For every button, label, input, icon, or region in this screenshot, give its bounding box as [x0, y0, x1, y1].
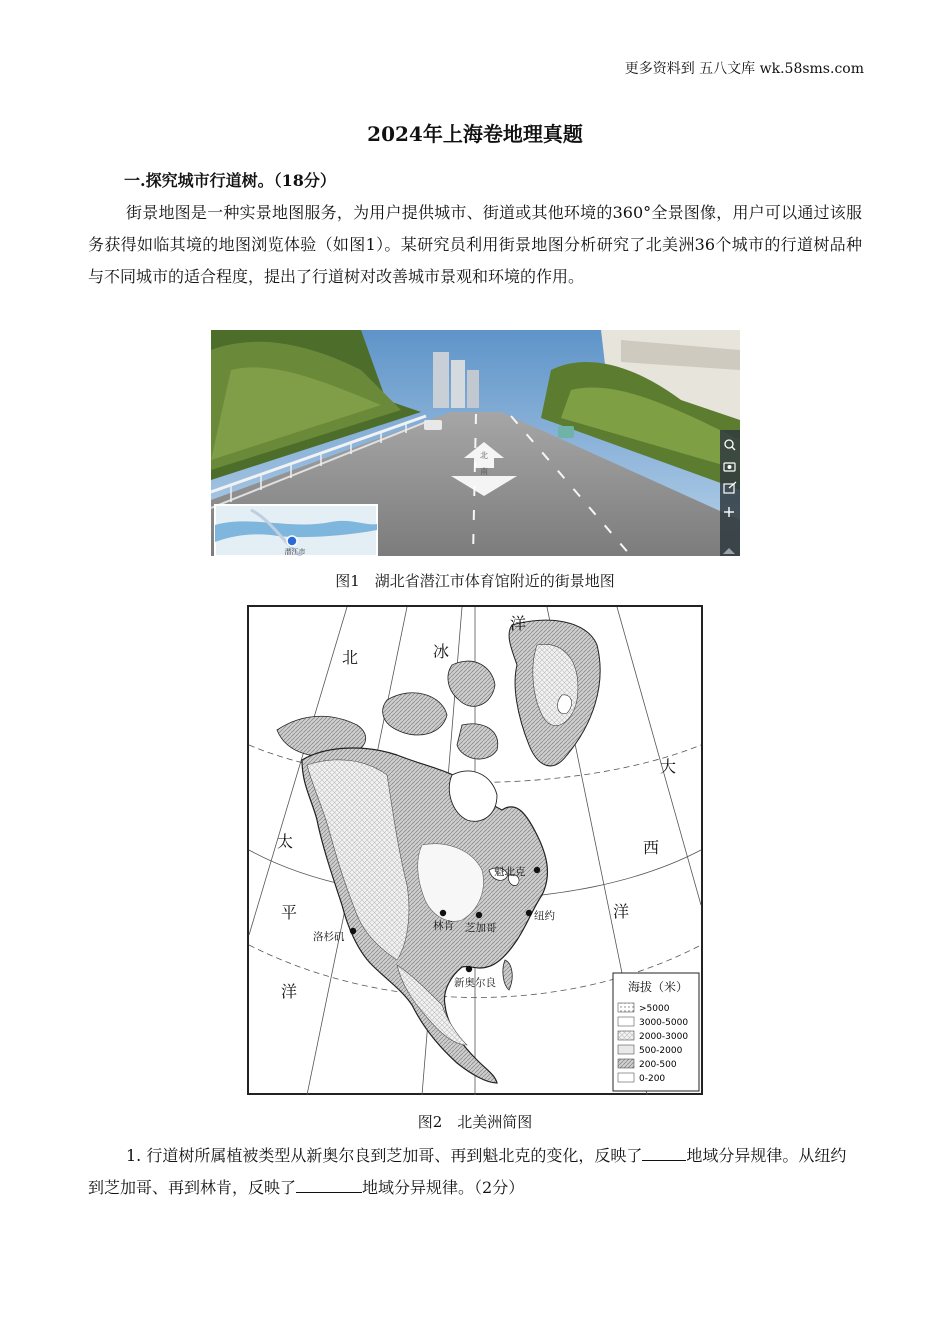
legend-item: 200-500: [639, 1060, 677, 1070]
ocean-label: 冰: [433, 642, 450, 661]
question-1-part1: 1. 行道树所属植被类型从新奥尔良到芝加哥、再到魁北克的变化，反映了: [126, 1146, 643, 1165]
city-dot-neworleans: [466, 966, 472, 972]
city-label-quebec: 魁北克: [494, 866, 526, 878]
city-dot-newyork: [526, 910, 532, 916]
map-toolbar: [720, 430, 740, 556]
city-label-losangeles: 洛杉矶: [313, 931, 345, 943]
ocean-label: 西: [643, 838, 660, 857]
question-1-part2: 地域分异规律。从纽约到芝加哥、再到林肯，反映了: [88, 1146, 847, 1197]
city-label-neworleans: 新奥尔良: [454, 977, 496, 989]
question-1-part3: 地域分异规律。（2分）: [362, 1178, 525, 1197]
ocean-label: 洋: [281, 982, 298, 1001]
answer-blank-1[interactable]: [642, 1144, 686, 1161]
question-1: [88, 1140, 862, 1204]
intro-paragraph: 街景地图是一种实景地图服务，为用户提供城市、街道或其他环境的360°全景图像，用户可以通过该服务获得如临其境的地图浏览体验（如图1）。某研究员利用街景地图分析研究了北美洲36个城市的行道树品种与不同城市的适合程度，提出了行道树对改善城市景观和环境的作用。: [88, 203, 862, 286]
nav-north-label: 北: [480, 451, 488, 460]
nav-south-label: 南: [480, 467, 488, 476]
legend-item: 0-200: [639, 1074, 666, 1084]
ocean-label: 北: [342, 648, 359, 667]
city-dot-lincoln: [440, 910, 446, 916]
street-view-image: [211, 330, 740, 556]
city-label-chicago: 芝加哥: [465, 922, 497, 934]
legend-item: >5000: [639, 1004, 670, 1014]
city-dot-losangeles: [350, 928, 356, 934]
minimap[interactable]: [215, 505, 377, 556]
figure2-caption: 图2 北美洲简图: [417, 1113, 533, 1131]
ocean-label: 洋: [510, 614, 527, 633]
answer-blank-2[interactable]: [296, 1176, 362, 1193]
ocean-label: 大: [660, 757, 677, 776]
ocean-label: 洋: [613, 902, 630, 921]
source-note: 更多资料到 五八文库 wk.58sms.com: [624, 61, 864, 77]
figure1-caption: 图1 湖北省潜江市体育馆附近的街景地图: [335, 572, 615, 590]
city-dot-chicago: [476, 912, 482, 918]
north-america-map: [247, 605, 703, 1095]
legend-item: 500-2000: [639, 1046, 683, 1056]
city-label-lincoln: 林肯: [433, 920, 454, 932]
legend-title: 海拔（米）: [628, 980, 689, 994]
ocean-label: 太: [277, 832, 294, 851]
elevation-legend: [613, 973, 699, 1091]
page-title: 2024年上海卷地理真题: [367, 122, 583, 146]
city-dot-quebec: [534, 867, 540, 873]
minimap-label: 潜江市: [284, 548, 306, 556]
section-heading: 一.探究城市行道树。（18分）: [124, 171, 336, 190]
legend-item: 2000-3000: [639, 1032, 689, 1042]
legend-item: 3000-5000: [639, 1018, 689, 1028]
city-label-newyork: 纽约: [534, 910, 555, 922]
ocean-label: 平: [281, 903, 298, 922]
